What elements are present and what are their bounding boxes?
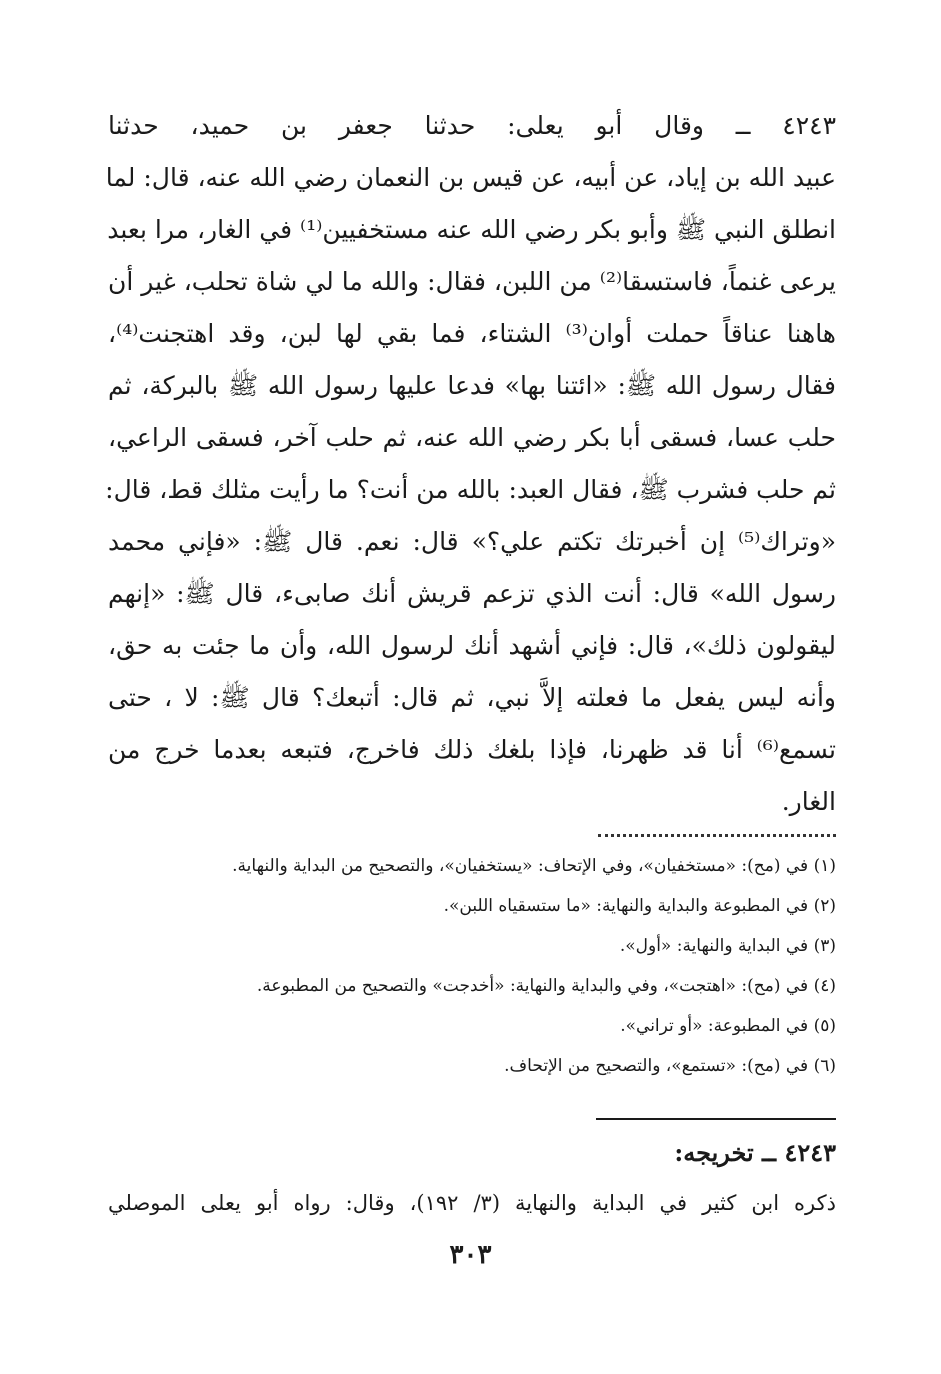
footnote: (١) في (مح): «مستخفيان»، وفي الإتحاف: «يستخفيان»، والتصحيح من البداية والنهاية. bbox=[232, 856, 836, 876]
footnote: (٦) في (مح): «تستمع»، والتصحيح من الإتحاف. bbox=[504, 1056, 836, 1076]
hadith-line: يرعى غنماً، فاستسقا⁽²⁾ من اللبن، فقال: والله ما لي شاة تحلب، غير أن bbox=[108, 267, 837, 296]
hadith-line: انطلق النبي ﷺ وأبو بكر رضي الله عنه مستخفيين⁽¹⁾ في الغار، مرا بعبد bbox=[107, 215, 836, 244]
hadith-line: وأنه ليس يفعل ما فعلته إلاَّ نبي، ثم قال: أتبعك؟ قال ﷺ: لا ، حتى bbox=[108, 683, 836, 712]
takhrij-heading: ٤٢٤٣ ــ تخريجه: bbox=[674, 1138, 836, 1167]
footnotes bbox=[108, 846, 836, 1086]
takhrij-section bbox=[108, 1128, 836, 1228]
page-number: ٣٠٣ bbox=[449, 1240, 492, 1270]
footnote: (٥) في المطبوعة: «أو تراني». bbox=[620, 1016, 836, 1036]
hadith-line: تسمع⁽⁶⁾ أنا قد ظهرنا، فإذا بلغك ذلك فاخرج، فتبعه بعدما خرج من bbox=[108, 735, 836, 764]
takhrij-text: ذكره ابن كثير في البداية والنهاية (٣/ ١٩٢)، وقال: رواه أبو يعلى الموصلي bbox=[108, 1191, 836, 1215]
hadith-line: ٤٢٤٣ ــ وقال أبو يعلى: حدثنا جعفر بن حميد، حدثنا bbox=[108, 111, 836, 140]
hadith-line: الغار. bbox=[781, 787, 836, 816]
hadith-line: رسول الله» قال: أنت الذي تزعم قريش أنك صابىء، قال ﷺ: «إنهم bbox=[108, 579, 836, 608]
footnote: (٣) في البداية والنهاية: «أول». bbox=[619, 936, 836, 956]
hadith-line: هاهنا عناقاً حملت أوان⁽³⁾ الشتاء، فما بقي لها لبن، وقد اهتجنت⁽⁴⁾، bbox=[108, 319, 836, 348]
footnote: (٤) في (مح): «اهتجت»، وفي والبداية والنهاية: «أخدجت» والتصحيح من المطبوعة. bbox=[256, 976, 836, 996]
hadith-line: حلب عسا، فسقى أبا بكر رضي الله عنه، ثم حلب آخر، فسقى الراعي، bbox=[108, 423, 836, 452]
section-rule bbox=[596, 1118, 836, 1120]
hadith-line: ليقولون ذلك»، قال: فإني أشهد أنك لرسول الله، وأن ما جئت به حق، bbox=[108, 631, 836, 660]
footnote-separator bbox=[598, 820, 836, 837]
hadith-text bbox=[105, 100, 837, 828]
hadith-line: فقال رسول الله ﷺ: «ائتنا بها» فدعا عليها رسول الله ﷺ بالبركة، ثم bbox=[108, 371, 836, 400]
footnote: (٢) في المطبوعة والبداية والنهاية: «ما ستسقياه اللبن». bbox=[443, 896, 836, 916]
hadith-line: عبيد الله بن إياد، عن أبيه، عن قيس بن النعمان رضي الله عنه، قال: لما bbox=[105, 163, 836, 192]
hadith-line: «وتراك⁽⁵⁾ إن أخبرتك تكتم علي؟» قال: نعم. قال ﷺ: «فإني محمد bbox=[108, 527, 836, 556]
hadith-line: ثم حلب فشرب ﷺ، فقال العبد: بالله من أنت؟ ما رأيت مثلك قط، قال: bbox=[105, 475, 836, 504]
